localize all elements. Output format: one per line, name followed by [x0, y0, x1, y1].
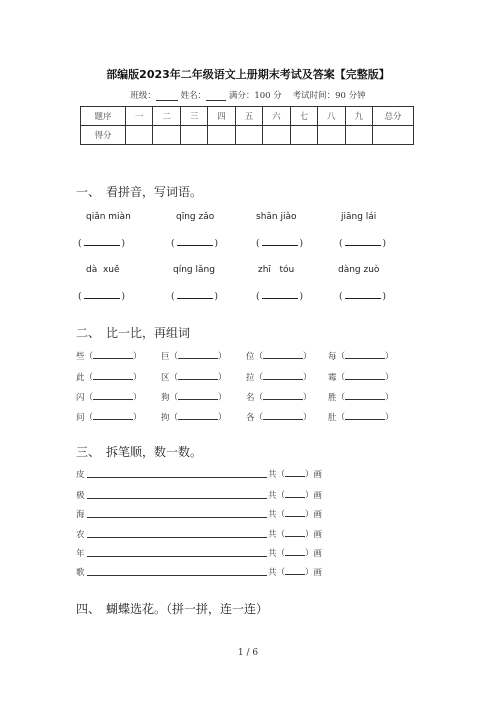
- header-cell: 九: [345, 107, 373, 126]
- stroke-line[interactable]: [87, 517, 267, 518]
- stroke-count[interactable]: 共（ ）画: [268, 568, 323, 578]
- blank-row-2: [0, 290, 496, 304]
- header-cell: 三: [180, 107, 207, 126]
- stroke-char: 年: [76, 549, 85, 559]
- score-cell[interactable]: [126, 126, 153, 145]
- score-cell[interactable]: [373, 126, 414, 145]
- score-cell[interactable]: [153, 126, 180, 145]
- compare-item[interactable]: 拘（ ）: [161, 413, 227, 423]
- stroke-line[interactable]: [87, 537, 267, 538]
- name-label: 姓名：: [180, 91, 207, 101]
- stroke-char: 农: [76, 530, 85, 540]
- pinyin: dà xuě: [86, 265, 120, 275]
- answer-blank[interactable]: ( ): [78, 292, 126, 302]
- header-cell: 五: [235, 107, 262, 126]
- compare-item[interactable]: 此（ ）: [76, 373, 142, 383]
- compare-item[interactable]: 肚（ ）: [328, 413, 394, 423]
- score-cell[interactable]: [235, 126, 262, 145]
- compare-item[interactable]: 闪（ ）: [76, 393, 142, 403]
- class-label: 班级：: [130, 91, 156, 101]
- exam-time: 考试时间：90 分钟: [292, 91, 366, 101]
- compare-item[interactable]: 问（ ）: [76, 413, 142, 423]
- answer-blank[interactable]: ( ): [171, 239, 219, 249]
- pinyin: zhī tóu: [258, 265, 295, 275]
- compare-row: [0, 391, 496, 405]
- stroke-row: [76, 489, 436, 503]
- header-cell: 六: [263, 107, 290, 126]
- pinyin: shān jiǎo: [256, 212, 297, 222]
- name-blank: [206, 91, 226, 101]
- score-cell[interactable]: [290, 126, 317, 145]
- answer-blank[interactable]: ( ): [339, 239, 387, 249]
- pinyin-row-2: [0, 265, 496, 279]
- header-cell: 二: [153, 107, 180, 126]
- stroke-char: 极: [76, 491, 85, 501]
- score-table-header: [81, 107, 414, 126]
- score-cell[interactable]: [318, 126, 345, 145]
- pinyin: qīng zǎo: [176, 212, 215, 222]
- stroke-row: [76, 528, 436, 542]
- pinyin: qiǎn miàn: [86, 212, 131, 222]
- compare-item[interactable]: 些（ ）: [76, 352, 142, 362]
- stroke-count[interactable]: 共（ ）画: [268, 470, 323, 480]
- compare-item[interactable]: 位（ ）: [246, 352, 312, 362]
- row-label: 得分: [81, 126, 126, 145]
- answer-blank[interactable]: ( ): [256, 239, 304, 249]
- full-score: 满分：100 分: [228, 91, 282, 101]
- answer-blank[interactable]: ( ): [256, 292, 304, 302]
- answer-blank[interactable]: ( ): [78, 239, 126, 249]
- score-cell[interactable]: [263, 126, 290, 145]
- compare-item[interactable]: 狗（ ）: [161, 393, 227, 403]
- stroke-row: [76, 566, 436, 580]
- compare-row: [0, 411, 496, 425]
- header-cell: 八: [318, 107, 345, 126]
- header-cell: 七: [290, 107, 317, 126]
- stroke-count[interactable]: 共（ ）画: [268, 549, 323, 559]
- exam-info: [0, 89, 496, 101]
- stroke-char: 皮: [76, 470, 85, 480]
- compare-item[interactable]: 每（ ）: [328, 352, 394, 362]
- score-table-row: [81, 126, 414, 145]
- header-cell: 一: [126, 107, 153, 126]
- answer-blank[interactable]: ( ): [339, 292, 387, 302]
- stroke-count[interactable]: 共（ ）画: [268, 491, 323, 501]
- compare-item[interactable]: 巨（ ）: [161, 352, 227, 362]
- score-cell[interactable]: [345, 126, 373, 145]
- score-table: [80, 106, 414, 145]
- compare-item[interactable]: 霉（ ）: [328, 373, 394, 383]
- stroke-count[interactable]: 共（ ）画: [268, 510, 323, 520]
- score-cell[interactable]: [208, 126, 235, 145]
- header-cell: 四: [208, 107, 235, 126]
- header-cell: 题序: [81, 107, 126, 126]
- section-2-title: 二、 比一比，再组词: [76, 326, 191, 340]
- class-blank: [156, 91, 178, 101]
- pinyin: qíng lǎng: [173, 265, 215, 275]
- stroke-line[interactable]: [87, 575, 267, 576]
- stroke-char: 海: [76, 510, 85, 520]
- section-1-title: 一、 看拼音，写词语。: [76, 185, 203, 199]
- score-cell[interactable]: [180, 126, 207, 145]
- compare-row: [0, 350, 496, 364]
- section-3-title: 三、 拆笔顺，数一数。: [76, 445, 203, 459]
- stroke-line[interactable]: [87, 477, 267, 478]
- page-number: 1 / 6: [237, 648, 259, 658]
- compare-item[interactable]: 拉（ ）: [246, 373, 312, 383]
- stroke-row: [76, 468, 436, 482]
- section-4-title: 四、 蝴蝶选花。（拼一拼，连一连）: [76, 602, 269, 616]
- stroke-row: [76, 547, 436, 561]
- stroke-line[interactable]: [87, 498, 267, 499]
- compare-item[interactable]: 各（ ）: [246, 413, 312, 423]
- compare-item[interactable]: 名（ ）: [246, 393, 312, 403]
- pinyin: jiāng lái: [341, 212, 377, 222]
- header-cell: 总分: [373, 107, 414, 126]
- stroke-count[interactable]: 共（ ）画: [268, 530, 323, 540]
- compare-item[interactable]: 胜（ ）: [328, 393, 394, 403]
- answer-blank[interactable]: ( ): [171, 292, 219, 302]
- blank-row-1: [0, 237, 496, 251]
- compare-item[interactable]: 区（ ）: [161, 373, 227, 383]
- stroke-row: [76, 508, 436, 522]
- pinyin-row-1: [0, 212, 496, 226]
- compare-row: [0, 371, 496, 385]
- page-title: 部编版2023年二年级语文上册期末考试及答案【完整版】: [106, 68, 390, 81]
- stroke-char: 歌: [76, 568, 85, 578]
- stroke-line[interactable]: [87, 556, 267, 557]
- pinyin: dàng zuò: [338, 265, 380, 275]
